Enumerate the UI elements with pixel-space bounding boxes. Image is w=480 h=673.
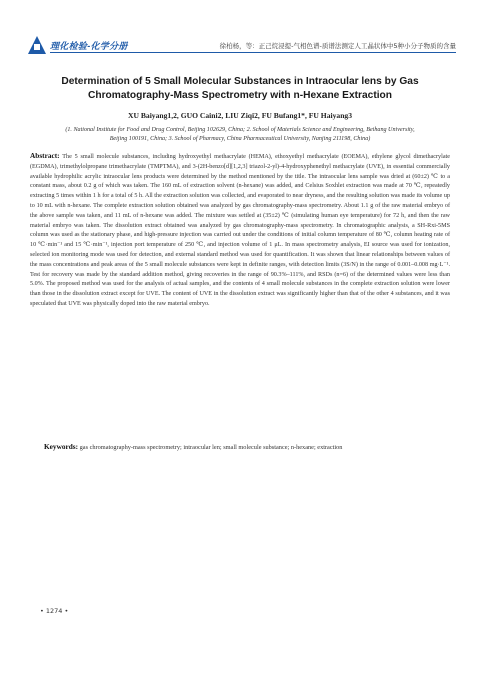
author-list: XU Baiyang1,2, GUO Caini2, LIU Ziqi2, FU Bufang1*, FU Haiyang3 bbox=[127, 111, 353, 120]
header-rule bbox=[50, 52, 456, 53]
page-number: • 1274 • bbox=[40, 607, 69, 615]
keywords-text: gas chromatography-mass spectrometry; intraocular len; small molecule substance; n-hexane; extraction bbox=[79, 444, 343, 451]
affiliations: (1. National Institute for Food and Drug Control, Beijing 102629, China; 2. School of Materials Science and Engineering, Beihang University, Beijing 100191, China; 3. School of Pharmacy, China Pharmaceutical University, Nanjing 211198, China) bbox=[65, 127, 415, 142]
article-title: Determination of 5 Small Molecular Substances in Intraocular lens by Gas Chromatography-Mass Spectrometry with n-Hexane Extraction bbox=[61, 76, 419, 101]
journal-logo-text: 理化检验-化学分册 bbox=[50, 40, 128, 51]
keywords bbox=[44, 442, 450, 451]
keywords-label: Keywords: bbox=[44, 442, 79, 451]
abstract-label: Abstract: bbox=[30, 151, 60, 160]
page-header bbox=[28, 35, 456, 57]
abstract bbox=[30, 151, 450, 310]
running-title: 徐柏杨，等：正己烷浸提-气相色谱-质谱法测定人工晶状体中5种小分子物质的含量 bbox=[219, 42, 456, 50]
journal-logo-icon bbox=[28, 36, 46, 54]
abstract-text: The 5 small molecule substances, including hydroxyethyl methacrylate (HEMA), ethoxyethyl methacrylate (EOEMA), ethylene glycol dimethacrylate (EGDMA), trimethylolpropane trimethacrylate (TMPTMA), and 3-(2H-benzo[d][1,2,3] triazol-2-yl)-4-hydroxyphenethyl methacrylate (UVE), in essential commercially available hydrophilic acrylic intraocular lens products were determined by the method mentioned by the title. The intraocular lens sample was dried at (60±2) ℃ to a constant mass, about 0.2 g of which was taken. The 160 mL of extraction solvent (n-hexane) was added, and Celsius Soxhlet extraction was made at 70 ℃, repeatedly extracting 5 times within 1 h for a total of 5 h. All the extraction solution was collected, and evaporated to near dryness, and the resulting solution was made its volume up to 10 mL with n-hexane. The complete extraction solution obtained was analyzed by gas chromatography-mass spectrometry. About 1.1 g of the raw material embryo of the above sample was taken, and 11 mL of n-hexane was added. The mixture was settled at (35±2) ℃ (simulating human eye temperature) for 72 h, and then the raw material embryo was taken. The dissolution extract obtained was analyzed by gas chromatography-mass spectrometry. In chromatographic analysis, a SH-Rxi-5MS column was used as the stationary phase, and high-pressure injection was carried out under the conditions of initial column temperature of 80 ℃, column heating rate of 10 ℃·min⁻¹ and 15 ℃·min⁻¹, injection port temperature of 250 ℃, and injection volume of 1 μL. In mass spectrometry analysis, EI source was used for ionization, selected ion monitoring mode was used for detection, and external standard method was used for quantification. It was shown that linear relationships between values of the mass concentrations and peak areas of the 5 small molecule substances were kept in definite ranges, with detection limits (3S/N) in the range of 0.001–0.008 mg·L⁻¹. Test for recovery was made by the standard addition method, giving recoveries in the range of 90.3%–111%, and RSDs (n=6) of the determined values were less than 5.0%. The proposed method was used for the analysis of actual samples, and the contents of 4 small molecule substances in the complete extraction solution were lower than those in the dissolution extract except for UVE. The content of UVE in the dissolution extract was significantly higher than that of the other 4 substances, and it was speculated that UVE was physically doped into the raw material embryo. bbox=[30, 154, 450, 307]
